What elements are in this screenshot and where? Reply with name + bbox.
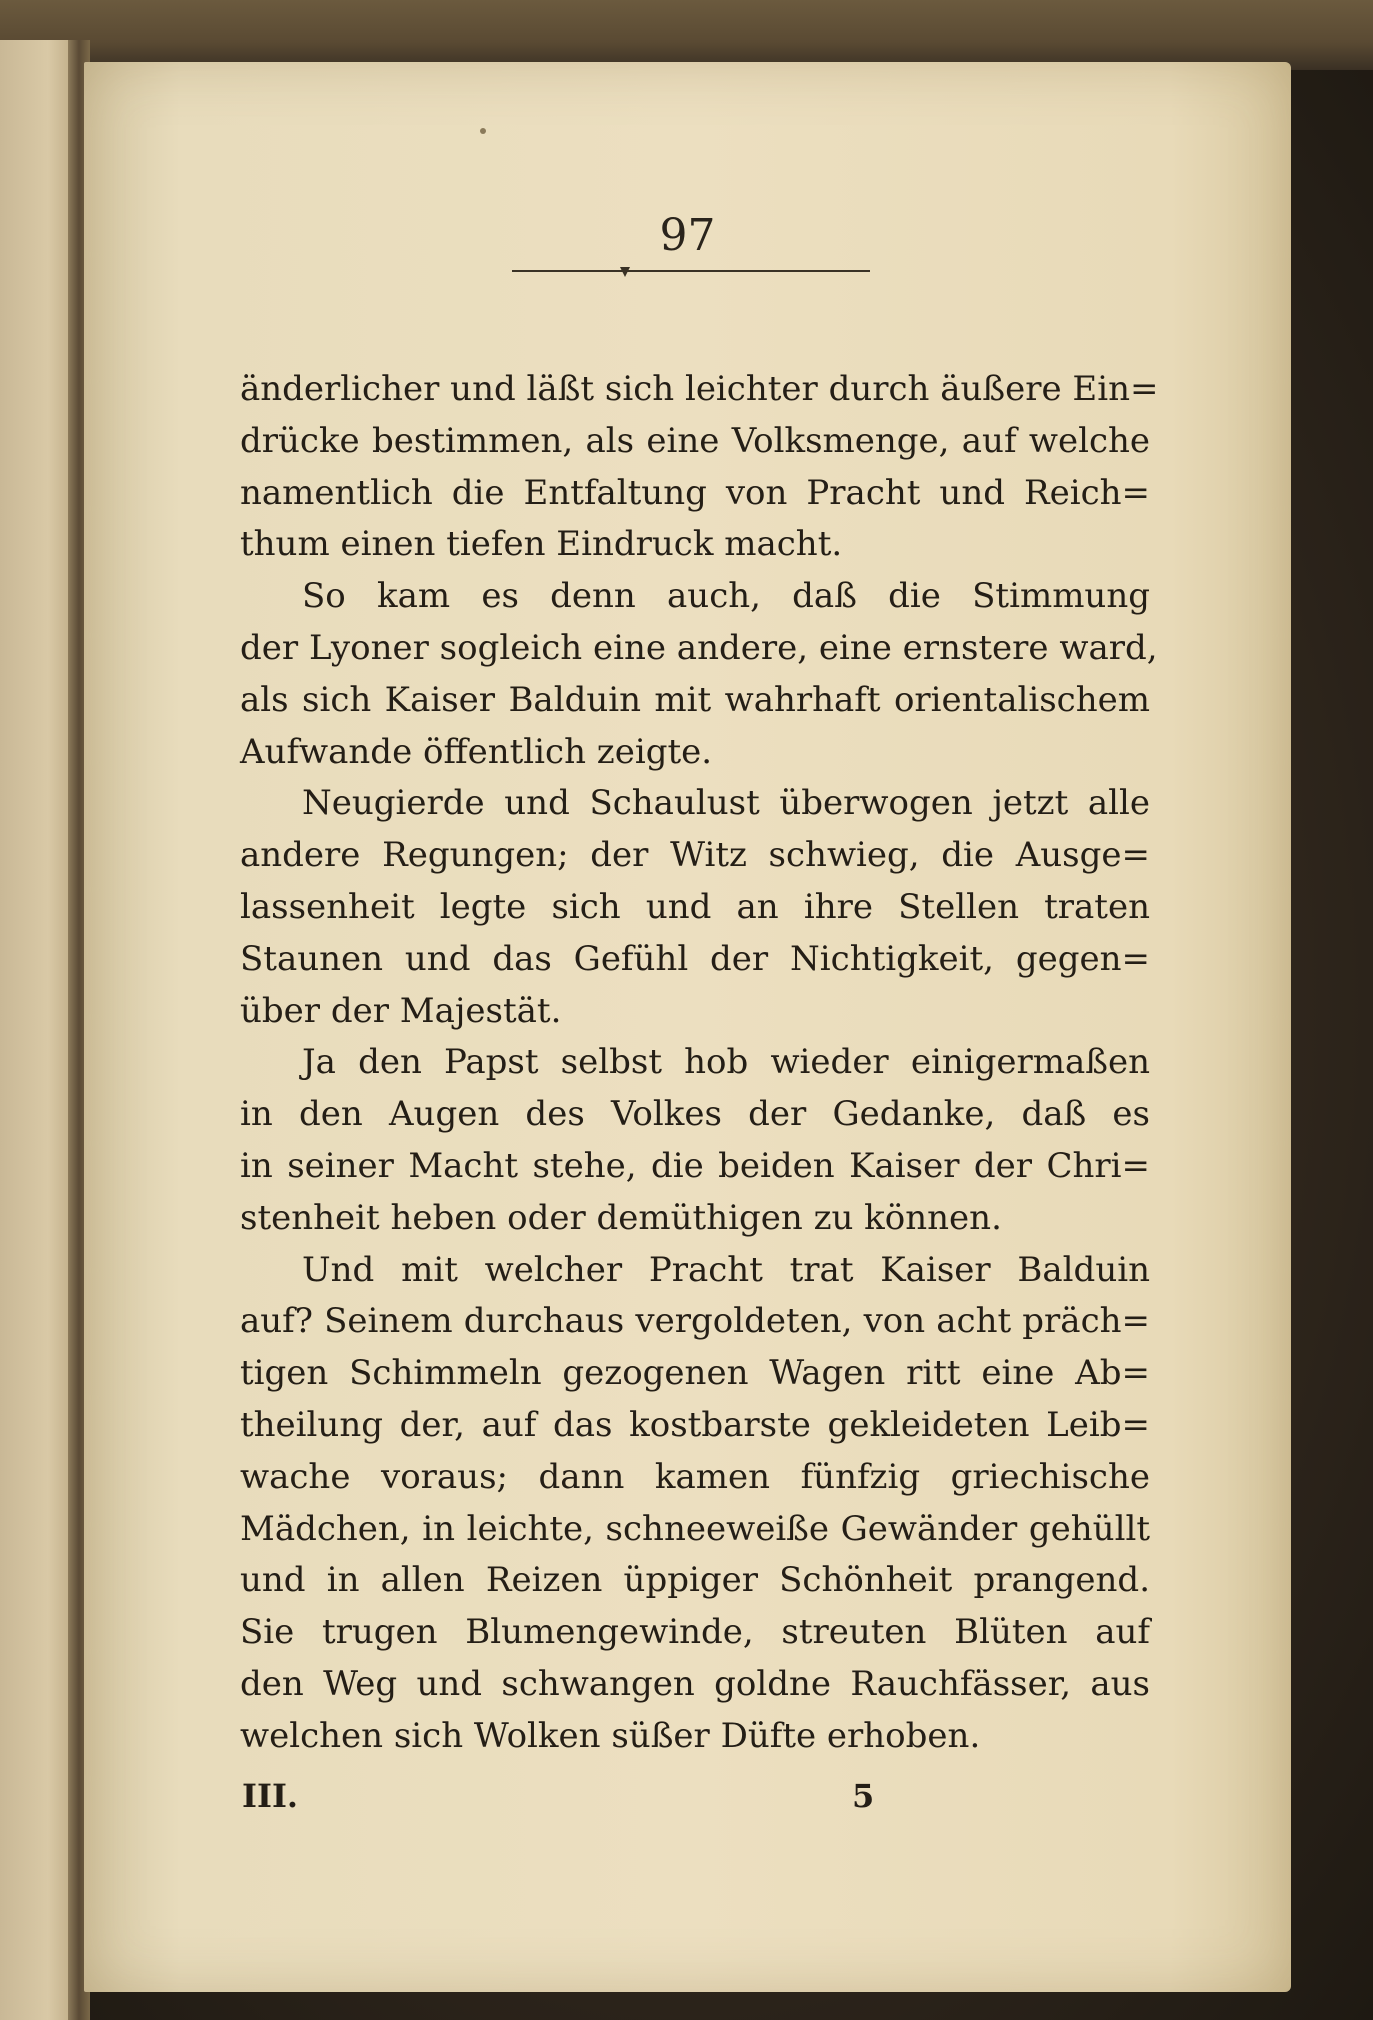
book-page (84, 62, 1291, 1992)
text-line: auf? Seinem durchaus vergoldeten, von acht präch= (240, 1301, 1150, 1342)
paper-speck (480, 128, 486, 134)
text-line: Aufwande öffentlich zeigte. (240, 731, 713, 772)
sheet-number: 5 (852, 1777, 875, 1815)
text-line: in den Augen des Volkes der Gedanke, daß es (240, 1094, 1150, 1135)
text-line: theilung der, auf das kostbarste gekleideten Leib= (240, 1404, 1150, 1445)
body-text (240, 364, 1159, 1763)
text-line: Staunen und das Gefühl der Nichtigkeit, gegen= (240, 938, 1150, 979)
text-line: Mädchen, in leichte, schneeweiße Gewänder gehüllt (240, 1508, 1150, 1549)
text-line: thum einen tiefen Eindruck macht. (240, 524, 843, 565)
header-rule (512, 270, 870, 272)
text-line: Ja den Papst selbst hob wieder einigermaßen (302, 1042, 1150, 1083)
text-line: andere Regungen; der Witz schwieg, die Ausge= (240, 835, 1150, 876)
text-line: den Weg und schwangen goldne Rauchfässer, aus (240, 1663, 1150, 1704)
text-line: über der Majestät. (240, 990, 562, 1031)
text-line: tigen Schimmeln gezogenen Wagen ritt eine Ab= (240, 1353, 1150, 1394)
text-line: wache voraus; dann kamen fünfzig griechische (240, 1456, 1150, 1497)
text-line: namentlich die Entfaltung von Pracht und Reich= (240, 472, 1150, 513)
text-line: stenheit heben oder demüthigen zu können. (240, 1197, 1002, 1238)
text-line: drücke bestimmen, als eine Volksmenge, auf welche (240, 420, 1150, 461)
text-line: welchen sich Wolken süßer Düfte erhoben. (240, 1715, 981, 1756)
text-line: der Lyoner sogleich eine andere, eine ernstere ward, (240, 627, 1158, 668)
text-line: lassenheit legte sich und an ihre Stellen traten (240, 886, 1150, 927)
signature-mark: III. (242, 1777, 299, 1815)
text-line: änderlicher und läßt sich leichter durch äußere Ein= (240, 369, 1159, 409)
header-rule-ornament (620, 267, 630, 277)
text-line: als sich Kaiser Balduin mit wahrhaft orientalischem (240, 679, 1150, 720)
text-line: Sie trugen Blumengewinde, streuten Blüten auf (240, 1612, 1150, 1653)
page-number: 97 (659, 210, 716, 261)
text-line: und in allen Reizen üppiger Schönheit prangend. (240, 1560, 1150, 1601)
book-cover-edge (0, 0, 1373, 70)
text-line: Neugierde und Schaulust überwogen jetzt alle (302, 783, 1150, 824)
text-line: in seiner Macht stehe, die beiden Kaiser der Chri= (240, 1145, 1150, 1186)
text-line: So kam es denn auch, daß die Stimmung (302, 576, 1150, 617)
text-line: Und mit welcher Pracht trat Kaiser Balduin (302, 1249, 1150, 1290)
